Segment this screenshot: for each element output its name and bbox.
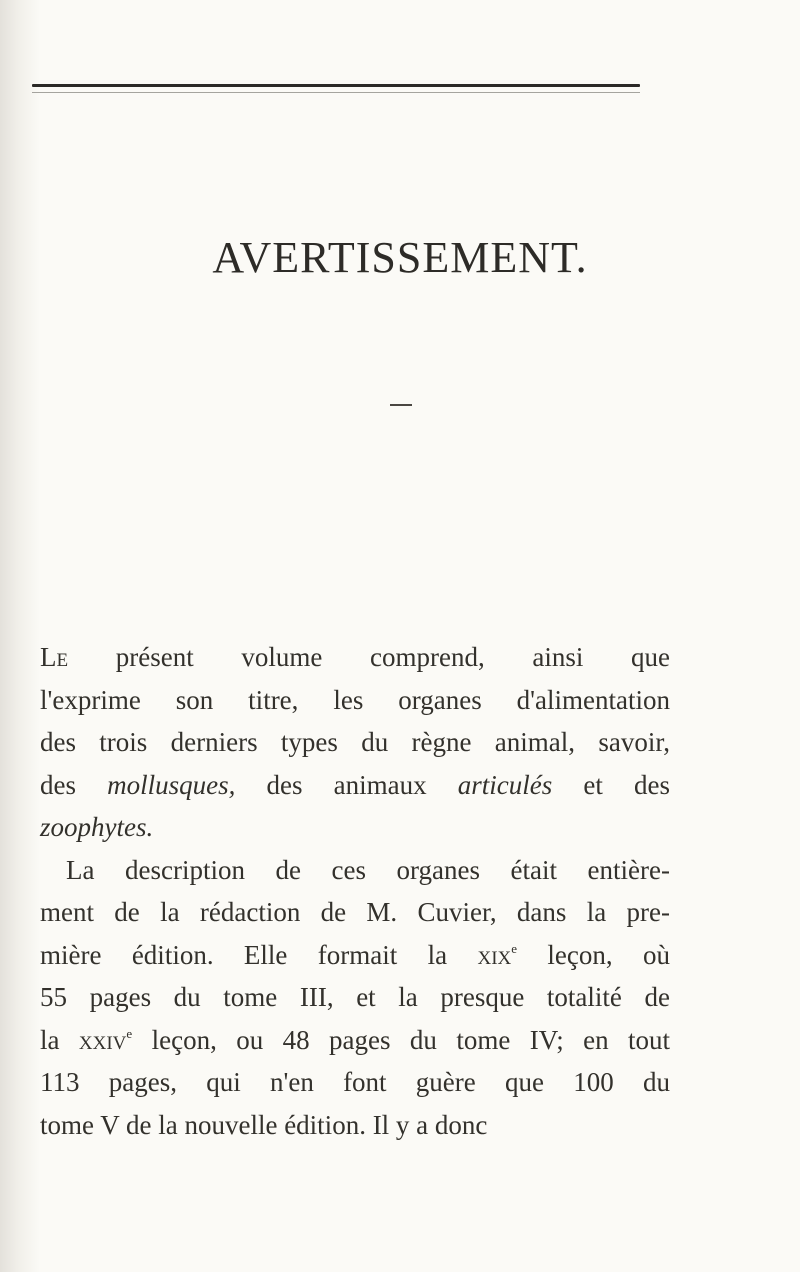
text-run: la	[40, 1024, 79, 1055]
text-run: leçon, où	[517, 939, 670, 970]
text-run: Le	[40, 642, 69, 672]
text-run: 113 pages, qui n'en font guère que 100 du	[40, 1067, 670, 1097]
text-line	[40, 976, 670, 1019]
text-line	[40, 721, 670, 764]
text-run: l'exprime son titre, les organes d'alimentation	[40, 684, 670, 715]
text-run: xix	[477, 939, 512, 970]
text-run: présent volume comprend, ainsi que	[68, 642, 670, 672]
text-run: des	[40, 769, 108, 800]
text-line	[40, 1019, 670, 1062]
title-separator-rule	[390, 404, 412, 406]
superscript: e	[511, 940, 518, 956]
text-line	[40, 1061, 670, 1104]
text-run: 55 pages du tome III, et la presque totalité de	[40, 982, 670, 1012]
text-run: leçon, ou 48 pages du tome IV; en tout	[132, 1024, 670, 1055]
text-run: des animaux	[235, 769, 458, 800]
text-run: mière édition. Elle formait la	[40, 939, 478, 970]
italic-text: zoophytes.	[40, 812, 154, 842]
text-line	[40, 849, 670, 892]
text-line	[40, 636, 670, 679]
superscript: e	[126, 1025, 133, 1041]
text-run: xxiv	[78, 1024, 127, 1055]
text-line	[40, 1104, 670, 1147]
text-line	[40, 806, 670, 849]
text-run: des trois derniers types du règne animal, savoir,	[40, 727, 670, 757]
italic-text: articulés	[457, 769, 553, 800]
top-double-rule	[32, 84, 640, 87]
top-thin-rule	[32, 92, 640, 93]
text-line	[40, 764, 670, 807]
text-run: La description de ces organes était entière-	[66, 854, 670, 885]
italic-text: mollusques,	[107, 769, 236, 800]
text-line	[40, 679, 670, 722]
text-line	[40, 934, 670, 977]
text-run: tome V de la nouvelle édition. Il y a donc	[40, 1109, 488, 1140]
page-title: AVERTISSEMENT.	[212, 233, 588, 282]
text-line	[40, 891, 670, 934]
text-run: ment de la rédaction de M. Cuvier, dans la pre-	[40, 897, 670, 927]
body-text	[40, 636, 670, 1146]
text-run: et des	[552, 769, 670, 800]
